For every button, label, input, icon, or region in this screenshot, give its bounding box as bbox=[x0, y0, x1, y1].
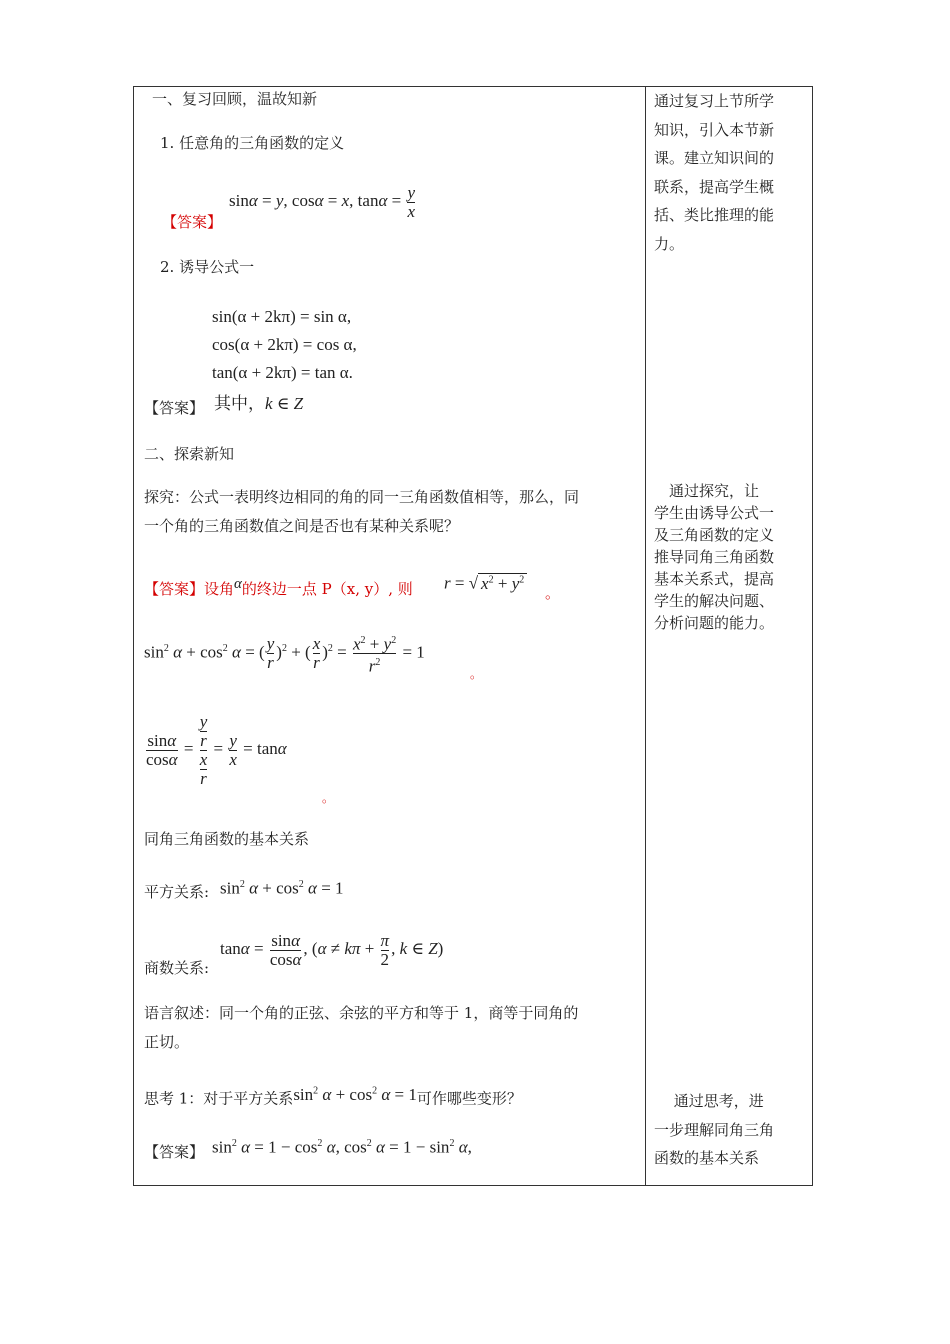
answer3-mid: 的终边一点 P（x, y）, 则 bbox=[241, 580, 413, 598]
trig-definition-formula: sinα = y, cosα = x, tanα = $\frac{y}{x}$ bbox=[229, 182, 416, 221]
dot-2: 。 bbox=[322, 791, 335, 805]
square-variants-formula: $\sin^2 \alpha = 1 - \cos^2 \alpha$, $\cos^2 \alpha = 1 - \sin^2 \alpha$, bbox=[212, 1137, 472, 1157]
induction-formula-1: sin(α + 2kπ) = sin α, bbox=[212, 307, 352, 326]
column-divider bbox=[645, 87, 646, 1185]
think1-formula: $\sin^2 \alpha + \cos^2 \alpha = 1$ bbox=[293, 1084, 417, 1104]
verbal-line-2: 正切。 bbox=[144, 1033, 190, 1051]
note2-line: 通过探究，让 bbox=[654, 482, 760, 500]
alpha-symbol: α bbox=[234, 576, 242, 592]
note1-line: 括、类比推理的能 bbox=[654, 206, 775, 224]
relation-title: 同角三角函数的基本关系 bbox=[144, 830, 310, 848]
note-explore bbox=[654, 480, 796, 634]
note1-line: 联系，提高学生概 bbox=[654, 177, 775, 196]
answer3-end: 。 bbox=[545, 584, 561, 602]
quotient-derivation: $\frac{\sin\alpha}{\cos\alpha}$ = $\frac{\frac{y}{r}}{\frac{x}{r}}$ = $\frac{y}{x}$ = tanα bbox=[146, 711, 287, 788]
note1-line: 知识，引入本节新 bbox=[654, 120, 775, 139]
square-relation-formula: $\sin^2 \alpha + \cos^2 \alpha = 1$ bbox=[220, 878, 344, 898]
answer4-label: 【答案】 bbox=[144, 1143, 205, 1161]
square-relation-label: 平方关系: bbox=[144, 883, 210, 901]
note-review bbox=[654, 87, 796, 258]
note2-line: 基本关系式，提高 bbox=[654, 570, 775, 588]
think1-line bbox=[144, 1085, 522, 1109]
verbal-line-1: 语言叙述：同一个角的正弦、余弦的平方和等于 1，商等于同角的 bbox=[144, 1004, 579, 1022]
note1-line: 课。建立知识间的 bbox=[654, 149, 775, 167]
item1-heading: 1. 任意角的三角函数的定义 bbox=[160, 134, 345, 152]
answer3-prefix: 【答案】设角 bbox=[144, 580, 235, 598]
section2-title: 二、探索新知 bbox=[144, 445, 235, 463]
note2-line: 学生的解决问题、 bbox=[654, 592, 775, 610]
think1-suffix: 可作哪些变形？ bbox=[416, 1089, 522, 1108]
answer1-label: 【答案】 bbox=[162, 213, 223, 231]
induction-formula-3: tan(α + 2kπ) = tan α. bbox=[212, 363, 353, 382]
note1-line: 力。 bbox=[654, 234, 685, 253]
note1-line: 通过复习上节所学 bbox=[654, 92, 775, 110]
answer3-label bbox=[144, 576, 413, 600]
where-math: k ∈ Z bbox=[265, 394, 304, 413]
pythagorean-derivation: $\sin^2 \alpha + \cos^2 \alpha$ = ( $\frac{y}{r}$ )$^2$ + ( $\frac{x}{r}$ )$^2$ = $\frac{x^2 + y^2}{r^2}$ = 1 bbox=[144, 634, 425, 676]
note-think bbox=[654, 1087, 796, 1173]
think1-prefix: 思考 1：对于平方关系 bbox=[144, 1089, 294, 1108]
note2-line: 及三角函数的定义 bbox=[654, 526, 775, 544]
note3-line: 通过思考，进 bbox=[654, 1092, 764, 1110]
note3-line: 一步理解同角三角 bbox=[654, 1120, 775, 1139]
quotient-relation-formula: tanα = $\frac{\sin\alpha}{\cos\alpha}$ , (α ≠ kπ + $\frac{\pi}{2}$ , k ∈ Z) bbox=[220, 930, 444, 969]
note2-line: 推导同角三角函数 bbox=[654, 548, 775, 566]
explore-line-2: 一个角的三角函数值之间是否也有某种关系呢？ bbox=[144, 517, 460, 535]
where-clause bbox=[214, 392, 303, 416]
note3-line: 函数的基本关系 bbox=[654, 1149, 760, 1167]
section1-title: 一、复习回顾，温故知新 bbox=[152, 90, 318, 108]
answer2-label: 【答案】 bbox=[144, 399, 205, 417]
radius-formula: r = √ $x^2 + y^2$ bbox=[444, 565, 527, 599]
note2-line: 学生由诱导公式一 bbox=[654, 504, 775, 522]
induction-formula-2: cos(α + 2kπ) = cos α, bbox=[212, 335, 357, 354]
dot-1: 。 bbox=[470, 667, 483, 681]
quotient-relation-label: 商数关系: bbox=[144, 959, 210, 977]
lesson-table bbox=[133, 86, 813, 1186]
where-text: 其中， bbox=[214, 394, 265, 413]
item2-heading: 2. 诱导公式一 bbox=[160, 258, 255, 276]
note2-line: 分析问题的能力。 bbox=[654, 614, 775, 632]
explore-line-1: 探究：公式一表明终边相同的角的同一三角函数值相等，那么，同 bbox=[144, 488, 580, 506]
